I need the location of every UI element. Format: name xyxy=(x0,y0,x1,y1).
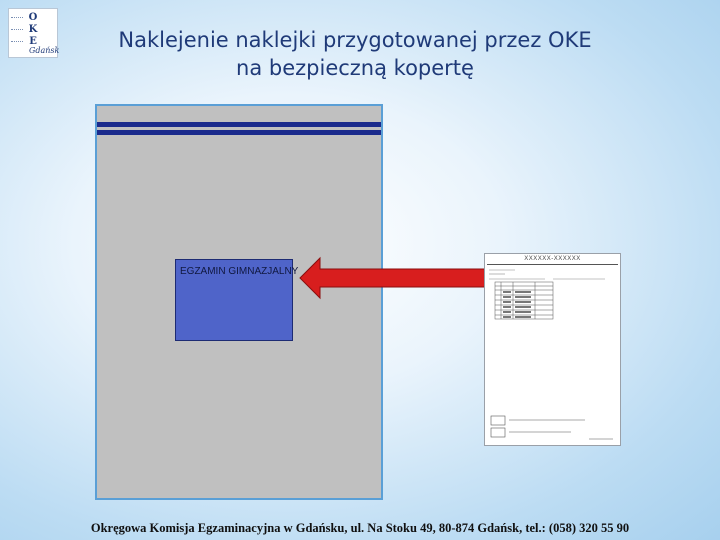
sticker-label: EGZAMIN GIMNAZJALNY xyxy=(180,266,299,277)
logo-letter-k: K xyxy=(28,24,38,35)
logo-letter-o: O xyxy=(28,12,38,23)
title-line-2: na bezpieczną kopertę xyxy=(236,56,474,80)
left-arrow-icon xyxy=(298,256,488,300)
logo-letter-e: E xyxy=(29,36,37,47)
envelope-seal-stripe xyxy=(97,130,381,135)
footer-address: Okręgowa Komisja Egzaminacyjna w Gdańsku, ul. Na Stoku 49, 80-874 Gdańsk, tel.: (058) 320 55 90 xyxy=(90,521,630,535)
secure-envelope xyxy=(95,104,383,500)
envelope-seal-stripe xyxy=(97,122,381,127)
sheet-content xyxy=(485,254,622,447)
logo-dots xyxy=(11,41,23,42)
oke-label-sheet xyxy=(484,253,621,446)
logo-script: Gdańsk xyxy=(29,46,60,55)
slide-title xyxy=(100,26,610,82)
sheet-header: XXXXXX-XXXXXX xyxy=(524,256,581,262)
exam-sticker xyxy=(175,259,299,341)
oke-logo xyxy=(8,8,58,58)
logo-letters xyxy=(27,12,39,48)
title-line-1: Naklejenie naklejki przygotowanej przez OKE xyxy=(118,28,592,52)
logo-dots xyxy=(11,29,23,30)
logo-dots xyxy=(11,17,23,18)
